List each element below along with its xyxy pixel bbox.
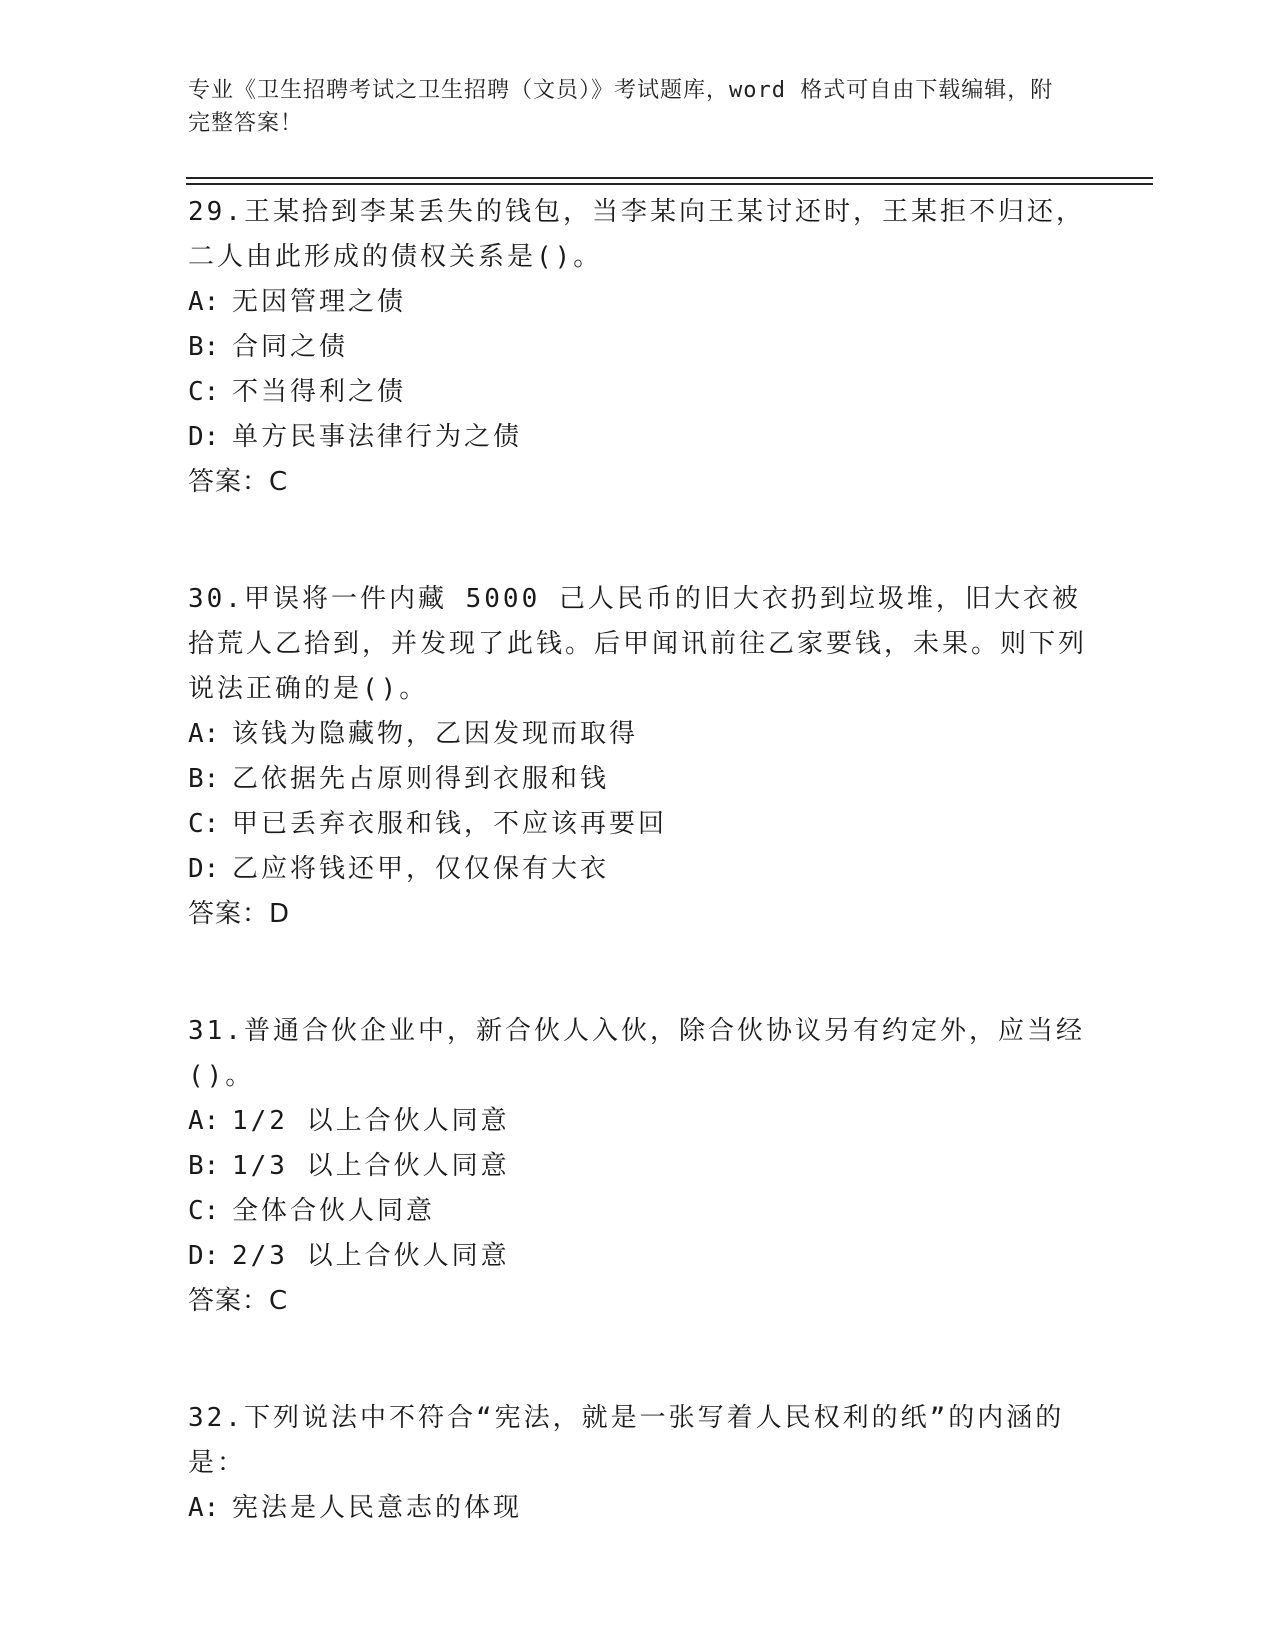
option-a [188, 712, 1088, 757]
header-rule-bottom [186, 183, 1153, 185]
option-text: 1/3 以上合伙人同意 [232, 1151, 510, 1181]
question-spacer [188, 505, 1088, 577]
question-29 [188, 190, 1088, 505]
question-spacer [188, 937, 1088, 1009]
option-text: 乙应将钱还甲，仅仅保有大衣 [232, 854, 610, 884]
option-text: 宪法是人民意志的体现 [232, 1493, 523, 1523]
option-c [188, 802, 1088, 847]
question-list [188, 190, 1088, 1531]
question-32 [188, 1396, 1088, 1531]
answer-line: 答案：C [188, 1286, 289, 1316]
option-a [188, 280, 1088, 325]
option-text: 该钱为隐藏物，乙因发现而取得 [232, 719, 639, 749]
option-text: 乙依据先占原则得到衣服和钱 [232, 764, 610, 794]
option-text: 无因管理之债 [232, 287, 407, 317]
option-b [188, 325, 1088, 370]
option-text: 不当得利之债 [232, 377, 407, 407]
option-b [188, 1144, 1088, 1189]
option-key: D: [188, 1241, 220, 1271]
header-rule-top [186, 177, 1153, 179]
option-d [188, 415, 1088, 460]
option-a [188, 1486, 1088, 1531]
option-c [188, 1189, 1088, 1234]
question-stem: 30.甲误将一件内藏 5000 己人民币的旧大衣扔到垃圾堆，旧大衣被拾荒人乙拾到，并发现了此钱。后甲闻讯前往乙家要钱，未果。则下列说法正确的是()。 [188, 584, 1088, 704]
option-key: B: [188, 332, 220, 362]
option-text: 1/2 以上合伙人同意 [232, 1106, 510, 1136]
option-key: B: [188, 1151, 220, 1181]
option-key: C: [188, 377, 220, 407]
option-d [188, 1234, 1088, 1279]
option-c [188, 370, 1088, 415]
option-key: C: [188, 809, 220, 839]
answer-line: 答案：C [188, 467, 289, 497]
option-text: 单方民事法律行为之债 [232, 422, 523, 452]
option-text: 全体合伙人同意 [232, 1196, 436, 1226]
document-header: 专业《卫生招聘考试之卫生招聘（文员）》考试题库，word 格式可自由下载编辑，附完整答案！ [188, 78, 1054, 136]
option-text: 2/3 以上合伙人同意 [232, 1241, 510, 1271]
option-key: A: [188, 1106, 220, 1136]
question-31 [188, 1009, 1088, 1324]
option-key: B: [188, 764, 220, 794]
question-stem: 29.王某拾到李某丢失的钱包，当李某向王某讨还时，王某拒不归还，二人由此形成的债权关系是()。 [188, 197, 1085, 272]
option-key: C: [188, 1196, 220, 1226]
option-key: D: [188, 422, 220, 452]
answer-line: 答案：D [188, 899, 291, 929]
option-key: A: [188, 1493, 220, 1523]
question-30 [188, 577, 1088, 937]
option-key: A: [188, 287, 220, 317]
option-a [188, 1099, 1088, 1144]
question-stem: 31.普通合伙企业中，新合伙人入伙，除合伙协议另有约定外，应当经()。 [188, 1016, 1085, 1091]
option-text: 甲已丢弃衣服和钱，不应该再要回 [232, 809, 668, 839]
option-text: 合同之债 [232, 332, 349, 362]
question-stem: 32.下列说法中不符合“宪法，就是一张写着人民权利的纸”的内涵的是： [188, 1403, 1065, 1478]
option-d [188, 847, 1088, 892]
option-b [188, 757, 1088, 802]
option-key: D: [188, 854, 220, 884]
question-spacer [188, 1324, 1088, 1396]
option-key: A: [188, 719, 220, 749]
